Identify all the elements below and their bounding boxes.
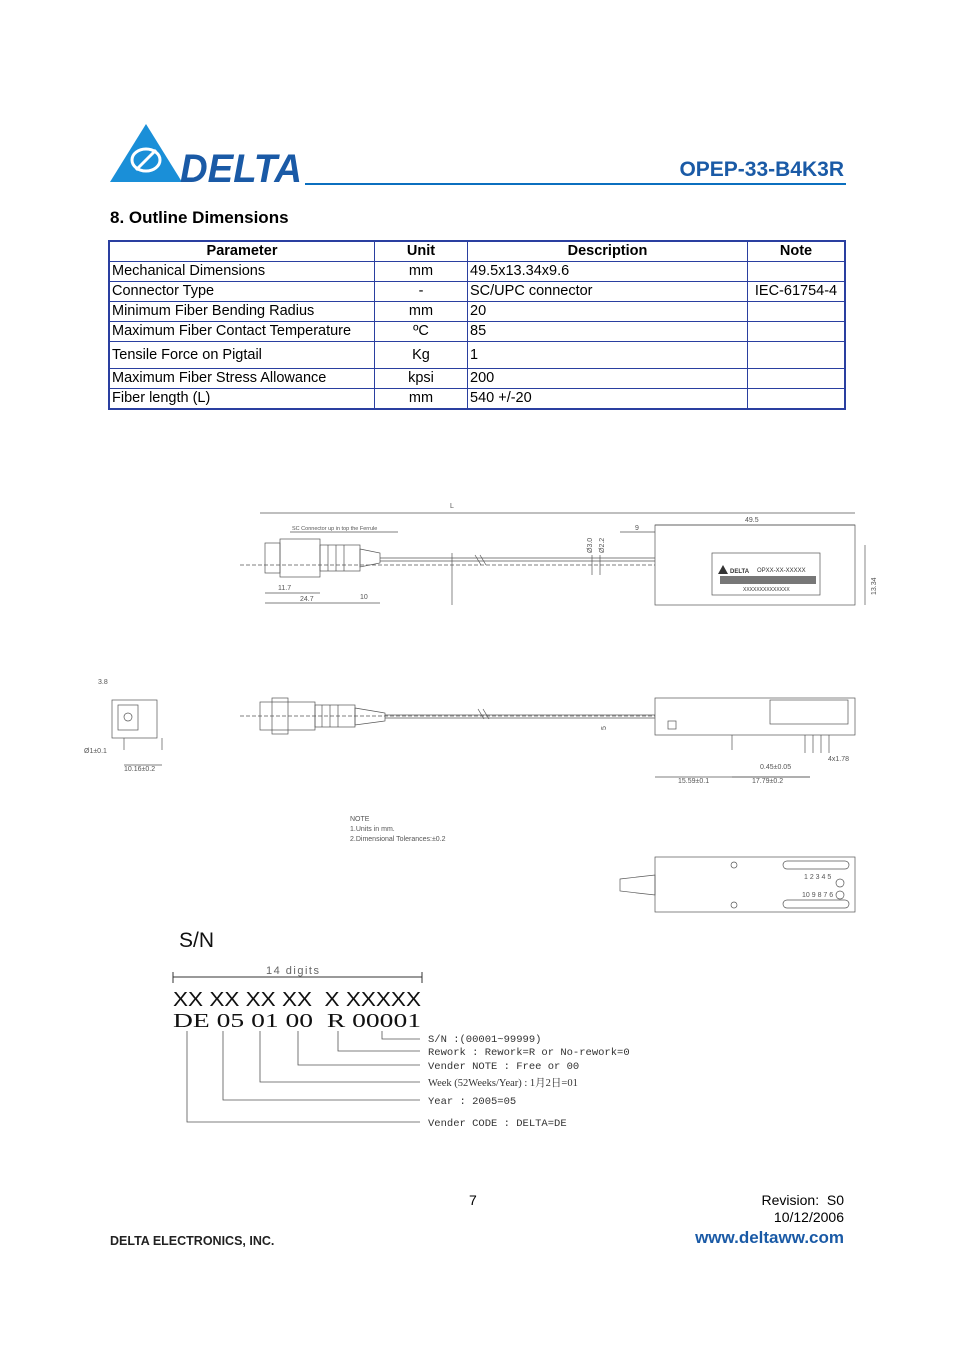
dim-49-5: 49.5 — [745, 517, 759, 524]
sn-legend-week: Week (52Weeks/Year) : 1月2日=01 — [428, 1078, 578, 1089]
cell-note — [748, 369, 846, 389]
cell-note — [748, 262, 846, 282]
dim-0-45: 0.45±0.05 — [760, 764, 792, 771]
page-number: 7 — [469, 1192, 477, 1208]
header-rule — [305, 183, 846, 185]
dim-10: 10 — [360, 594, 368, 601]
col-note: Note — [748, 241, 846, 262]
cell-note: IEC-61754-4 — [748, 282, 846, 302]
sn-example: DE 05 01 00 R 00001 — [173, 1010, 421, 1032]
cell-description: 85 — [468, 322, 748, 342]
col-parameter: Parameter — [109, 241, 375, 262]
cell-unit: kpsi — [375, 369, 468, 389]
cell-unit: mm — [375, 302, 468, 322]
top-view — [240, 503, 878, 605]
table-row — [109, 262, 845, 282]
cell-description: 49.5x13.34x9.6 — [468, 262, 748, 282]
sn-title: S/N — [179, 929, 215, 952]
label-brand: DELTA — [730, 569, 750, 575]
revision-date: 10/12/2006 — [773, 1209, 844, 1225]
delta-logo — [110, 122, 305, 187]
dim-l: L — [450, 503, 454, 510]
revision-block — [762, 1192, 844, 1226]
table-row — [109, 369, 845, 389]
serial-number-format — [170, 925, 690, 1135]
note-tolerance: 2.Dimensional Tolerances:±0.2 — [350, 836, 446, 843]
section-title: 8. Outline Dimensions — [110, 208, 289, 227]
cell-description: SC/UPC connector — [468, 282, 748, 302]
sn-legend — [428, 1034, 630, 1130]
cell-description: 1 — [468, 342, 748, 369]
cell-note — [748, 302, 846, 322]
pins-top: 1 2 3 4 5 — [804, 874, 832, 881]
product-code: OPEP-33-B4K3R — [679, 158, 844, 181]
sn-legend-serial: S/N :(00001~99999) — [428, 1034, 542, 1046]
cell-description: 540 +/-20 — [468, 389, 748, 410]
drawing-notes — [350, 816, 446, 843]
dim-17-79: 17.79±0.2 — [752, 778, 784, 785]
dim-phi-2-2: Ø2.2 — [599, 537, 606, 553]
cell-parameter: Maximum Fiber Stress Allowance — [109, 369, 375, 389]
sn-leader-lines — [187, 1031, 420, 1122]
table-row — [109, 322, 845, 342]
pins-bottom: 10 9 8 7 6 — [802, 892, 834, 899]
sn-pattern: XX XX XX XX X XXXXX — [173, 989, 421, 1011]
col-unit: Unit — [375, 241, 468, 262]
cell-unit: - — [375, 282, 468, 302]
website-link[interactable]: www.deltaww.com — [695, 1228, 844, 1247]
dim-13-34: 13.34 — [871, 577, 878, 595]
cell-note — [748, 389, 846, 410]
cell-parameter: Tensile Force on Pigtail — [109, 342, 375, 369]
cell-note — [748, 322, 846, 342]
sn-legend-vender-note: Vender NOTE : Free or 00 — [428, 1061, 580, 1073]
dim-5: 5 — [601, 726, 608, 730]
note-title: NOTE — [350, 816, 370, 823]
dim-11-7: 11.7 — [278, 585, 292, 592]
cell-unit: ºC — [375, 322, 468, 342]
dim-15-59: 15.59±0.1 — [678, 778, 710, 785]
side-view — [84, 679, 855, 785]
table-row — [109, 282, 845, 302]
sc-connector-note: SC Connector up in top the Ferrule — [292, 526, 378, 532]
sn-legend-vender-code: Vender CODE : DELTA=DE — [428, 1118, 567, 1130]
cell-unit: mm — [375, 262, 468, 282]
outline-dimensions-table — [108, 240, 846, 410]
cell-parameter: Fiber length (L) — [109, 389, 375, 410]
dim-10-16: 10.16±0.2 — [124, 766, 156, 773]
dim-24-7: 24.7 — [300, 596, 314, 603]
cell-unit: Kg — [375, 342, 468, 369]
cell-parameter: Maximum Fiber Contact Temperature — [109, 322, 375, 342]
sn-digits-label: 14 digits — [266, 965, 321, 977]
cell-parameter: Connector Type — [109, 282, 375, 302]
cell-note — [748, 342, 846, 369]
bottom-view — [620, 857, 855, 912]
cell-unit: mm — [375, 389, 468, 410]
cell-parameter: Minimum Fiber Bending Radius — [109, 302, 375, 322]
label-serial: XXXXXXXXXXXXXX — [743, 587, 790, 593]
revision-label: Revision: S0 — [761, 1192, 844, 1208]
logo-wordmark: DELTA — [180, 147, 302, 187]
note-units: 1.Units in mm. — [350, 826, 395, 833]
dim-phi-3: Ø3.0 — [587, 537, 594, 553]
table-header-row — [109, 241, 845, 262]
outline-drawing — [80, 495, 880, 915]
cell-parameter: Mechanical Dimensions — [109, 262, 375, 282]
table-row — [109, 342, 845, 369]
cell-description: 200 — [468, 369, 748, 389]
cell-description: 20 — [468, 302, 748, 322]
col-description: Description — [468, 241, 748, 262]
dim-9: 9 — [635, 525, 639, 532]
dim-phi-1: Ø1±0.1 — [84, 748, 107, 755]
company-name: DELTA ELECTRONICS, INC. — [110, 1234, 275, 1248]
dim-4x1-78: 4x1.78 — [828, 756, 850, 763]
table-row — [109, 302, 845, 322]
sn-legend-year: Year : 2005=05 — [428, 1096, 517, 1108]
label-model: OPXX-XX-XXXXX — [757, 568, 806, 574]
dim-3-8: 3.8 — [98, 679, 108, 686]
sn-legend-rework: Rework : Rework=R or No-rework=0 — [428, 1047, 630, 1059]
table-row — [109, 389, 845, 410]
